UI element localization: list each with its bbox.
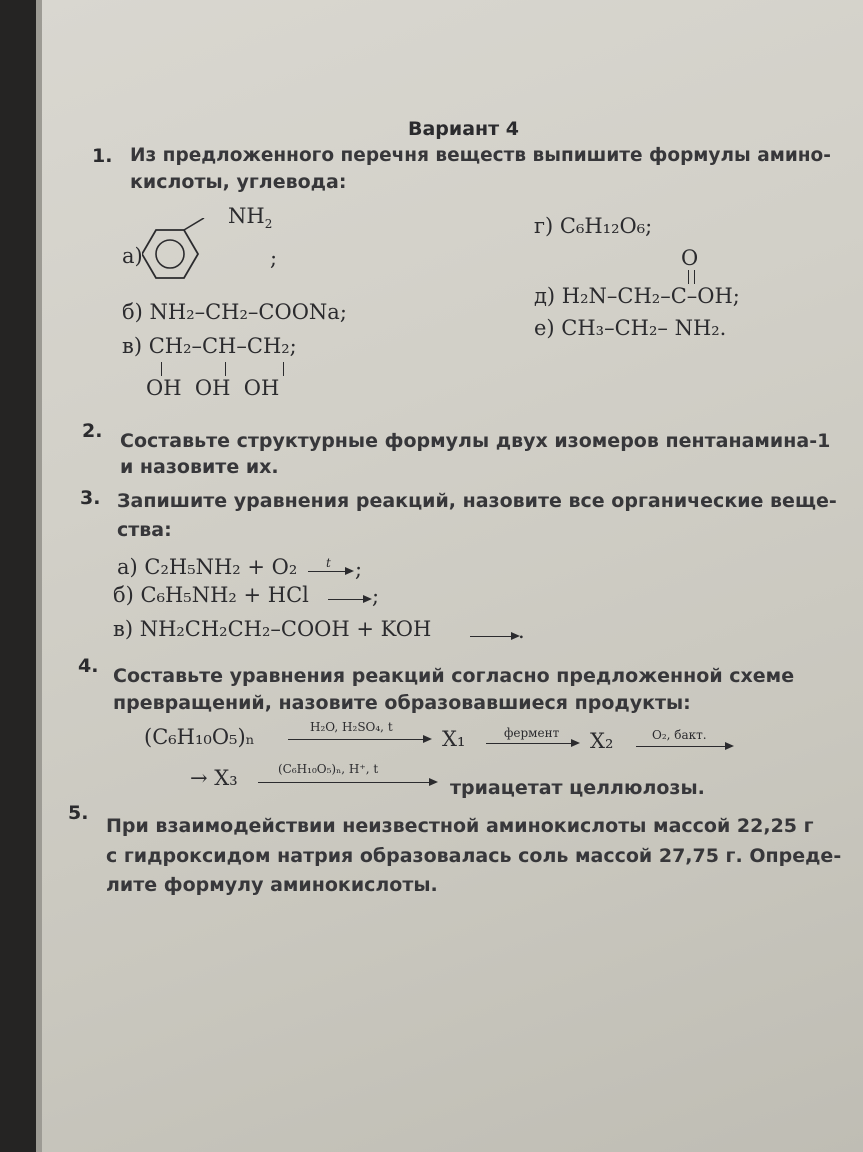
reaction-arrow [288,739,430,740]
q5-text-line1: При взаимодействии неизвестной аминокислоты массой 22,25 г [106,815,814,837]
reaction-arrow [258,782,436,783]
bond-line [283,362,284,376]
q5-text-line2: с гидроксидом натрия образовалась соль массой 27,75 г. Опреде- [106,845,842,867]
q1-option-g: г) C₆H₁₂O₆; [534,214,653,238]
q4-condition-2: фермент [504,726,560,740]
q4-x1: X₁ [442,727,466,751]
reaction-arrow [328,599,370,600]
q1-option-d: д) H₂N–CH₂–C–OH; [534,284,740,308]
q4-text-line2: превращений, назовите образовавшиеся продукты: [113,692,691,714]
q4-condition-3: O₂, бакт. [652,728,707,742]
background-shadow [0,0,40,1152]
bond-line [161,362,162,376]
q3-text-line1: Запишите уравнения реакций, назовите все органические веще- [117,490,837,512]
q4-text-line1: Составьте уравнения реакций согласно предложенной схеме [113,665,795,687]
q3-reaction-a: а) C₂H₅NH₂ + O₂ [117,555,298,579]
reaction-arrow [470,636,518,637]
reaction-arrow [486,743,578,744]
q1-text-line1: Из предложенного перечня веществ выпишите формулы амино- [130,145,831,166]
benzene-ring [142,218,218,288]
q1-option-a-label: а) [122,244,143,268]
q3-reaction-v: в) NH₂CH₂CH₂–COOH + KOH [113,617,432,641]
reaction-arrow [636,746,732,747]
q4-starting-polymer: (C₆H₁₀O₅)ₙ [144,725,255,749]
q2-text-line1: Составьте структурные формулы двух изомеров пентанамина-1 [120,430,831,452]
reaction-arrow [308,571,352,572]
q4-x2: X₂ [590,729,614,753]
bond-line [225,362,226,376]
q5-number: 5. [68,802,89,824]
double-bond [694,270,695,284]
q4-final-product: триацетат целлюлозы. [450,777,705,799]
q5-text-line3: лите формулу аминокислоты. [106,874,438,896]
q1-option-a-nh2: $NH_2$ [228,204,273,232]
q2-number: 2. [82,420,103,442]
q1-number: 1. [92,145,113,167]
page-edge [36,0,42,1152]
q1-option-b: б) NH₂–CH₂–COONa; [122,300,347,324]
q4-condition-1: H₂O, H₂SO₄, t [310,720,393,734]
q4-number: 4. [78,655,99,677]
q3-number: 3. [80,487,101,509]
q1-option-v: в) CH₂–CH–CH₂; [122,334,297,358]
double-bond [688,270,689,284]
q1-option-d-oxygen: O [681,246,699,270]
variant-title: Вариант 4 [408,118,520,140]
q3-reaction-v-end: . [518,619,525,643]
q3-reaction-b-end: ; [372,584,380,608]
q1-option-v-oh: OH OH OH [146,376,280,400]
q1-option-a-end: ; [270,246,278,270]
q2-text-line2: и назовите их. [120,456,279,478]
q3-text-line2: ства: [117,519,172,541]
q1-text-line2: кислоты, углевода: [130,171,347,193]
q1-option-e: е) CH₃–CH₂– NH₂. [534,316,727,340]
q3-reaction-a-end: ; [355,557,363,581]
q4-x3: → X₃ [190,766,238,790]
q3-reaction-b: б) C₆H₅NH₂ + HCl [113,583,309,607]
q3-reaction-a-condition: t [326,556,331,570]
q4-condition-4: (C₆H₁₀O₅)ₙ, H⁺, t [278,762,379,776]
